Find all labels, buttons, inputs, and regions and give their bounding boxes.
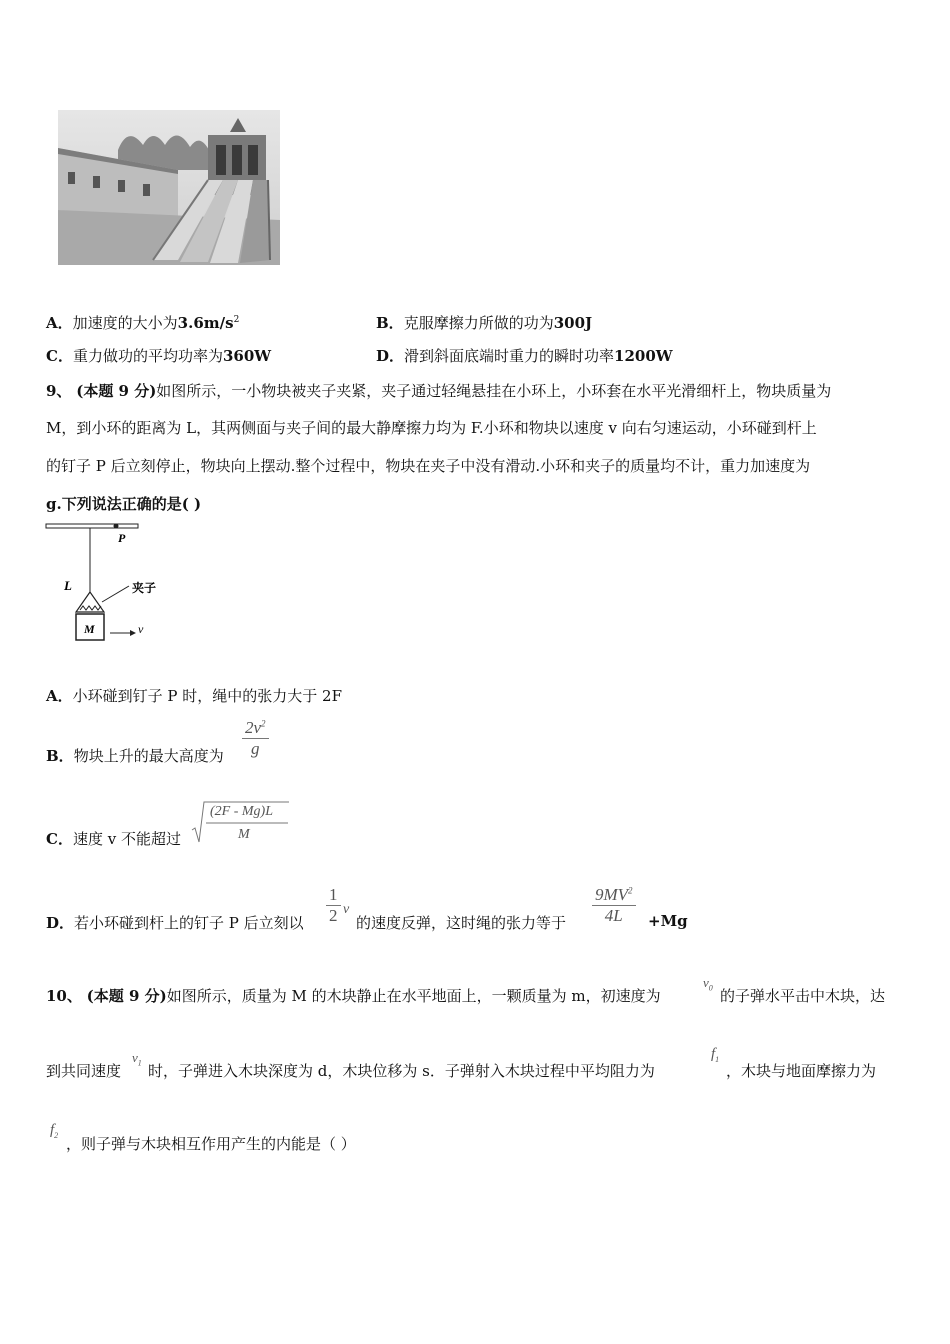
q8-option-a[interactable]: A．加速度的大小为$3.6m/s^2$ [46, 314, 240, 332]
q10-line2-c: ，木块与地面摩擦力为 [726, 1062, 877, 1080]
q10-line3: ，则子弹与木块相互作用产生的内能是（ ） [66, 1135, 356, 1153]
q10-line2-b: 时，子弹进入木块深度为 d，木块位移为 s．子弹射入木块过程中平均阻力为 [148, 1062, 655, 1080]
q9-option-d[interactable]: D．若小环碰到杆上的钉子 P 后立刻以 [46, 914, 304, 932]
label-clip: 夹子 [132, 581, 157, 595]
slide-photo [58, 110, 280, 265]
q9-stem-line2: M，到小环的距离为 L，其两侧面与夹子间的最大静摩擦力均为 F.小环和物块以速度 v 向右匀速运动，小环碰到杆上 [46, 419, 817, 437]
q8-option-b[interactable]: B．克服摩擦力所做的功为300J [376, 314, 593, 332]
q9-d-text-b: 的速度反弹，这时绳的张力等于 [356, 914, 567, 932]
label-m: M [84, 622, 95, 636]
label-p: P [118, 531, 126, 545]
q10-v1: $v_1$ [132, 1050, 142, 1068]
q9-stem-line4: g.下列说法正确的是( ) [46, 495, 202, 513]
q9-stem-line3: 的钉子 P 后立刻停止，物块向上摆动.整个过程中，物块在夹子中没有滑动.小环和夹子的质量均不计，重力加速度为 [46, 457, 811, 475]
q9-option-b[interactable]: B．物块上升的最大高度为 [46, 747, 224, 765]
q9-d-tail: +Mg [648, 912, 688, 930]
q9-figure [44, 520, 174, 650]
label-l: L [64, 578, 72, 593]
nail-p-dot [114, 524, 119, 529]
q10-f1: $f_1$ [711, 1046, 720, 1064]
q10-f2: $f_2$ [50, 1122, 59, 1140]
q10-line1-a: 10、 (本题 9 分)如图所示，质量为 M 的木块静止在水平地面上，一颗质量为 m，初速度为 [46, 987, 661, 1005]
q9-d-fraction: $\frac{9MV^2}{4L}$ [592, 885, 636, 926]
q9-c-radical: (2F - Mg)L M [190, 800, 290, 846]
q10-line1-b: 的子弹水平击中木块，达 [720, 987, 886, 1005]
q9-option-a[interactable]: A．小环碰到钉子 P 时，绳中的张力大于 2F [46, 687, 342, 705]
q9-d-half-var: v [343, 902, 350, 917]
q9-stem-line1: 9、 (本题 9 分)如图所示，一小物块被夹子夹紧，夹子通过轻绳悬挂在小环上，小环套在水平光滑细杆上，物块质量为 [46, 382, 832, 400]
q9-option-c[interactable]: C．速度 v 不能超过 [46, 830, 181, 848]
q10-v0: $v_0$ [703, 975, 713, 993]
q10-line2-a: 到共同速度 [46, 1062, 122, 1080]
q8-option-c[interactable]: C．重力做功的平均功率为360W [46, 347, 272, 365]
label-v: v [138, 622, 144, 636]
q8-option-d[interactable]: D．滑到斜面底端时重力的瞬时功率1200W [376, 347, 673, 365]
q9-d-half-fraction: $\frac{1}{2}$ [326, 885, 341, 926]
q9-b-fraction: $\frac{2v^2}{g}$ [242, 718, 269, 759]
